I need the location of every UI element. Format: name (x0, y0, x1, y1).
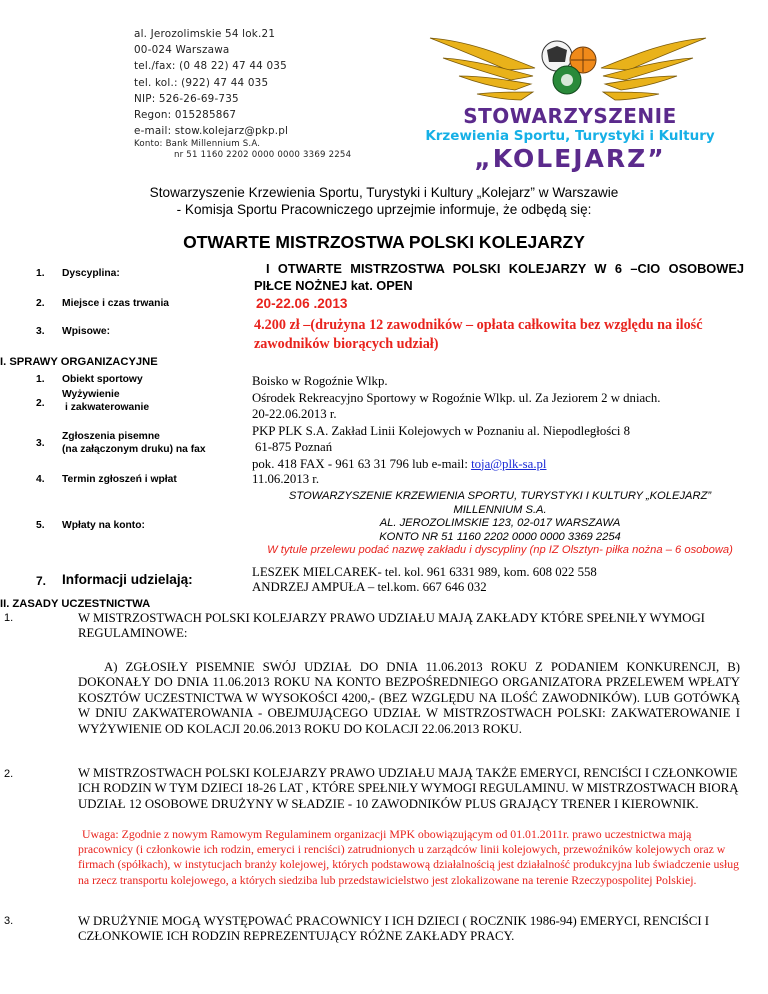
label-wplaty: Wpłaty na konto: (62, 520, 145, 531)
intro-text (0, 184, 768, 218)
bank-note: W tytule przelewu podać nazwę zakładu i dyscypliny (np IZ Olsztyn- piłka nożna – 6 osobowa) (267, 544, 733, 557)
contact-regon: Regon: 015285867 (134, 109, 237, 122)
page-title: OTWARTE MISTRZOSTWA POLSKI KOLEJARZY (183, 232, 585, 252)
label-dyscyplina: Dyscyplina: (62, 268, 120, 279)
para-number: 2. (4, 768, 14, 780)
contact-phone-kol: tel. kol.: (922) 47 44 035 (134, 76, 269, 89)
intro-line-1: Stowarzyszenie Krzewienia Sportu, Turystyki i Kultury „Kolejarz” w Warszawie (149, 185, 619, 200)
contact-account-number: nr 51 1160 2202 0000 0000 3369 2254 (174, 150, 352, 161)
intro-line-2: - Komisja Sportu Pracowniczego uprzejmie informuje, że odbędą się: (176, 202, 592, 217)
rule-3: W DRUŻYNIE MOGĄ WYSTĘPOWAĆ PRACOWNICY I ICH DZIECI ( ROCZNIK 1986-94) EMERYCI, RENCIŚCI I CZŁONKOWIE ICH RODZIN REPREZENTUJĄCY RÓŻNE ZAKŁADY PRACY. (78, 914, 710, 944)
rule-1: W MISTRZOSTWACH POLSKI KOLEJARZY PRAWO UDZIAŁU MAJĄ ZAKŁADY KTÓRE SPEŁNIŁY WYMOGI REGULAMINOWE: (78, 611, 705, 641)
deadline-value: 11.06.2013 r. (252, 472, 320, 486)
rule-2: W MISTRZOSTWACH POLSKI KOLEJARZY PRAWO UDZIAŁU MAJĄ TAKŻE EMERYCI, RENCIŚCI I CZŁONKOWIE ICH RODZIN W TYM DZIECI 18-26 LAT , KTÓRE SPEŁNIŁY WYMOGI REGULAMINU. W MISTRZOSTWACH BIORĄ UDZIAŁ 12 OSOBOWE DRUŻYNY W SŁADZIE - 10 ZAWODNIKÓW PLUS GRAJĄCY TRENER I KIEROWNIK. (78, 766, 739, 811)
label-obiekt: Obiekt sportowy (62, 374, 143, 385)
email-link[interactable]: toja@plk-sa.pl (471, 456, 547, 471)
label-wyzywienie: Wyżywienie i zakwaterowanie (62, 389, 150, 413)
label-zgloszenia: Zgłoszenia pisemne (na załączonym druku) na fax (62, 431, 206, 455)
bank-block: STOWARZYSZENIE KRZEWIENIA SPORTU, TURYSTYKI I KULTURY „KOLEJARZ” MILLENNIUM S.A. AL. JEROZOLIMSKIE 123, 02-017 WARSZAWA KONTO NR 51 1160 2202 0000 0000 3369 2254 W tytule przelewu podać nazwę zakładu i dyscypliny (np IZ Olsztyn- piłka nożna – 6 osobowa) (242, 490, 758, 558)
discipline-value: I OTWARTE MISTRZOSTWA POLSKI KOLEJARZY W 6 –CIO OSOBOWEJ PIŁCE NOŻNEJ kat. OPEN (254, 261, 744, 293)
logo-line-2: Krzewienia Sportu, Turystyki i Kultury (425, 128, 715, 144)
logo-line-1: STOWARZYSZENIE (463, 104, 677, 128)
row-number: 3. (36, 326, 45, 337)
para-number: 1. (4, 612, 14, 624)
section-1-title: I. SPRAWY ORGANIZACYJNE (0, 356, 158, 368)
contact-email: e-mail: stow.kolejarz@pkp.pl (134, 125, 289, 138)
row-number: 7. (36, 574, 47, 588)
date-value: 20-22.06 .2013 (256, 296, 348, 311)
venue-block: Boisko w Rogoźnie Wlkp. Ośrodek Rekreacyjno Sportowy w Rogoźnie Wlkp. ul. Za Jeziorem 2 w dniach. 20-22.06.2013 r. PKP PLK S.A. Zakład Linii Kolejowych w Poznaniu al. Niepodległości 8 61-875 Poznań pok. 418 FAX - 961 63 31 796 lub e-mail: toja@plk-sa.pl (252, 374, 661, 471)
row-number: 4. (36, 474, 45, 485)
label-termin: Termin zgłoszeń i wpłat (62, 474, 177, 485)
row-number: 2. (36, 398, 45, 409)
row-number: 1. (36, 268, 45, 279)
contact-address: al. Jerozolimskie 54 lok.21 (134, 28, 276, 40)
label-miejsce: Miejsce i czas trwania (62, 298, 170, 309)
rule-2-note: Uwaga: Zgodnie z nowym Ramowym Regulaminem organizacji MPK obowiązującym od 01.01.2011r. prawo uczestnictwa mają pracownicy (i członkowie ich rodzin, emeryci i renciści) zatrudnionych u zarządców linii kolejowych, przewoźników kolejowych oraz w firmach (spółkach), w instytucjach branży kolejowej, których podstawową działalnością jest działalność produkcyjna lub świadczenie usług na rzecz transportu kolejowego, a których siedziba lub przedstawicielstwo jest zlokalizowane na terenie Rzeczypospolitej Polskiej. (78, 827, 740, 887)
contact-phone-fax: tel./fax: (0 48 22) 47 44 035 (134, 60, 287, 73)
label-informacji: Informacji udzielają: (62, 572, 193, 587)
row-number: 2. (36, 298, 45, 309)
logo-line-3: „KOLEJARZ” (474, 144, 666, 173)
row-number: 5. (36, 520, 45, 531)
fee-value: 4.200 zł –(drużyna 12 zawodników – opłata całkowita bez względu na ilość zawodników biorących udział) (254, 317, 703, 352)
kolejarz-logo (395, 16, 745, 176)
rule-1-detail: A) ZGŁOSIŁY PISEMNIE SWÓJ UDZIAŁ DO DNIA 11.06.2013 ROKU Z PODANIEM KONKURENCJI, B) DOKONAŁY DO DNIA 11.06.2013 ROKU NA KONTO BEZPOŚREDNIEGO ORGANIZATORA PRZELEWEM WPŁATY KOSZTÓW UCZESTNICTWA W WYSOKOŚCI 4200,- (BEZ WZGLĘDU NA ILOŚĆ ZAWODNIKÓW). LUB GOTÓWKĄ W DNIU ZAKWATEROWANIA - OBEJMUJĄCEGO UDZIAŁ W MISTRZOSTWACH POLSKI: ZAKWATEROWANIE I WYŻYWIENIE OD KOLACJI 20.06.2013 ROKU DO KOLACJI 22.06.2013 ROKU. (78, 660, 740, 736)
row-number: 1. (36, 374, 45, 385)
section-2-title: II. ZASADY UCZESTNICTWA (0, 598, 151, 610)
label-wpisowe: Wpisowe: (62, 326, 111, 337)
row-number: 3. (36, 438, 45, 449)
contact-nip: NIP: 526-26-69-735 (134, 92, 239, 105)
para-number: 3. (4, 915, 14, 927)
contact-account-label: Konto: Bank Millennium S.A. (134, 139, 261, 150)
contact-city: 00-024 Warszawa (134, 44, 230, 57)
contact-block (134, 26, 351, 161)
contact-persons: LESZEK MIELCAREK- tel. kol. 961 6331 989, kom. 608 022 558 ANDRZEJ AMPUŁA – tel.kom. 667 646 032 (252, 565, 597, 594)
